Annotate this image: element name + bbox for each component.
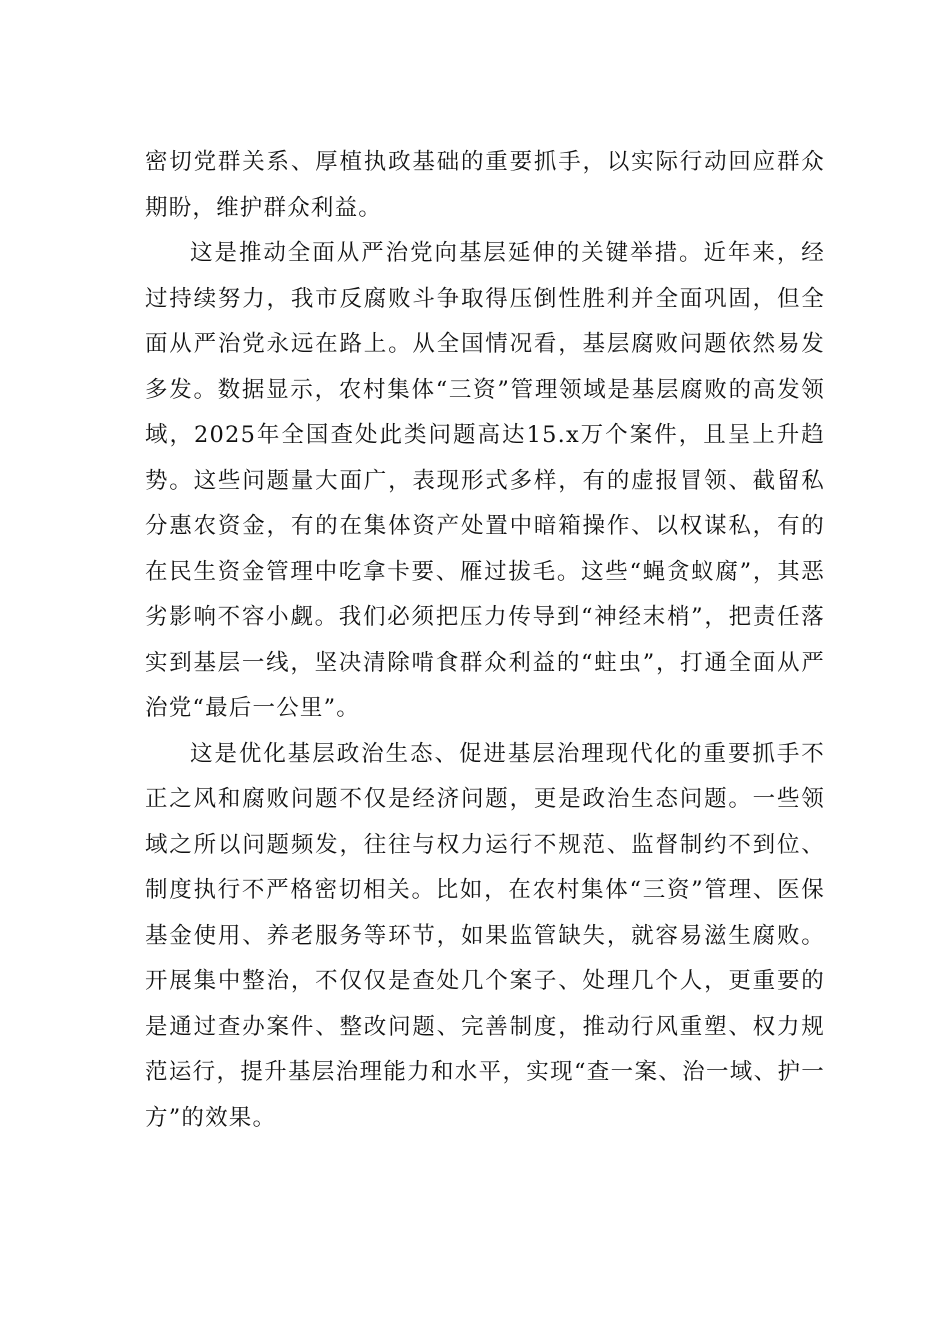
paragraph-continuation: 密切党群关系、厚植执政基础的重要抓手，以实际行动回应群众期盼，维护群众利益。 [145, 149, 825, 221]
paragraph-political-ecology: 这是优化基层政治生态、促进基层治理现代化的重要抓手不正之风和腐败问题不仅是经济问题，更是政治生态问题。一些领域之所以问题频发，往往与权力运行不规范、监督制约不到位、制度执行不严格密切相关。比如，在农村集体“三资”管理、医保基金使用、养老服务等环节，如果监管缺失，就容易滋生腐败。开展集中整治，不仅仅是查处几个案子、处理几个人，更重要的是通过查办案件、整改问题、完善制度，推动行风重塑、权力规范运行，提升基层治理能力和水平，实现“查一案、治一域、护一方”的效果。 [145, 740, 825, 1131]
document-body [145, 140, 825, 1141]
paragraph-anticorruption-grassroots: 这是推动全面从严治党向基层延伸的关键举措。近年来，经过持续努力，我市反腐败斗争取得压倒性胜利并全面巩固，但全面从严治党永远在路上。从全国情况看，基层腐败问题依然易发多发。数据显示，农村集体“三资”管理领域是基层腐败的高发领域，2025年全国查处此类问题高达15.x万个案件，且呈上升趋势。这些问题量大面广，表现形式多样，有的虚报冒领、截留私分惠农资金，有的在集体资产处置中暗箱操作、以权谋私，有的在民生资金管理中吃拿卡要、雁过拔毛。这些“蝇贪蚁腐”，其恶劣影响不容小觑。我们必须把压力传导到“神经末梢”，把责任落实到基层一线，坚决清除啃食群众利益的“蛀虫”，打通全面从严治党“最后一公里”。 [145, 240, 825, 721]
